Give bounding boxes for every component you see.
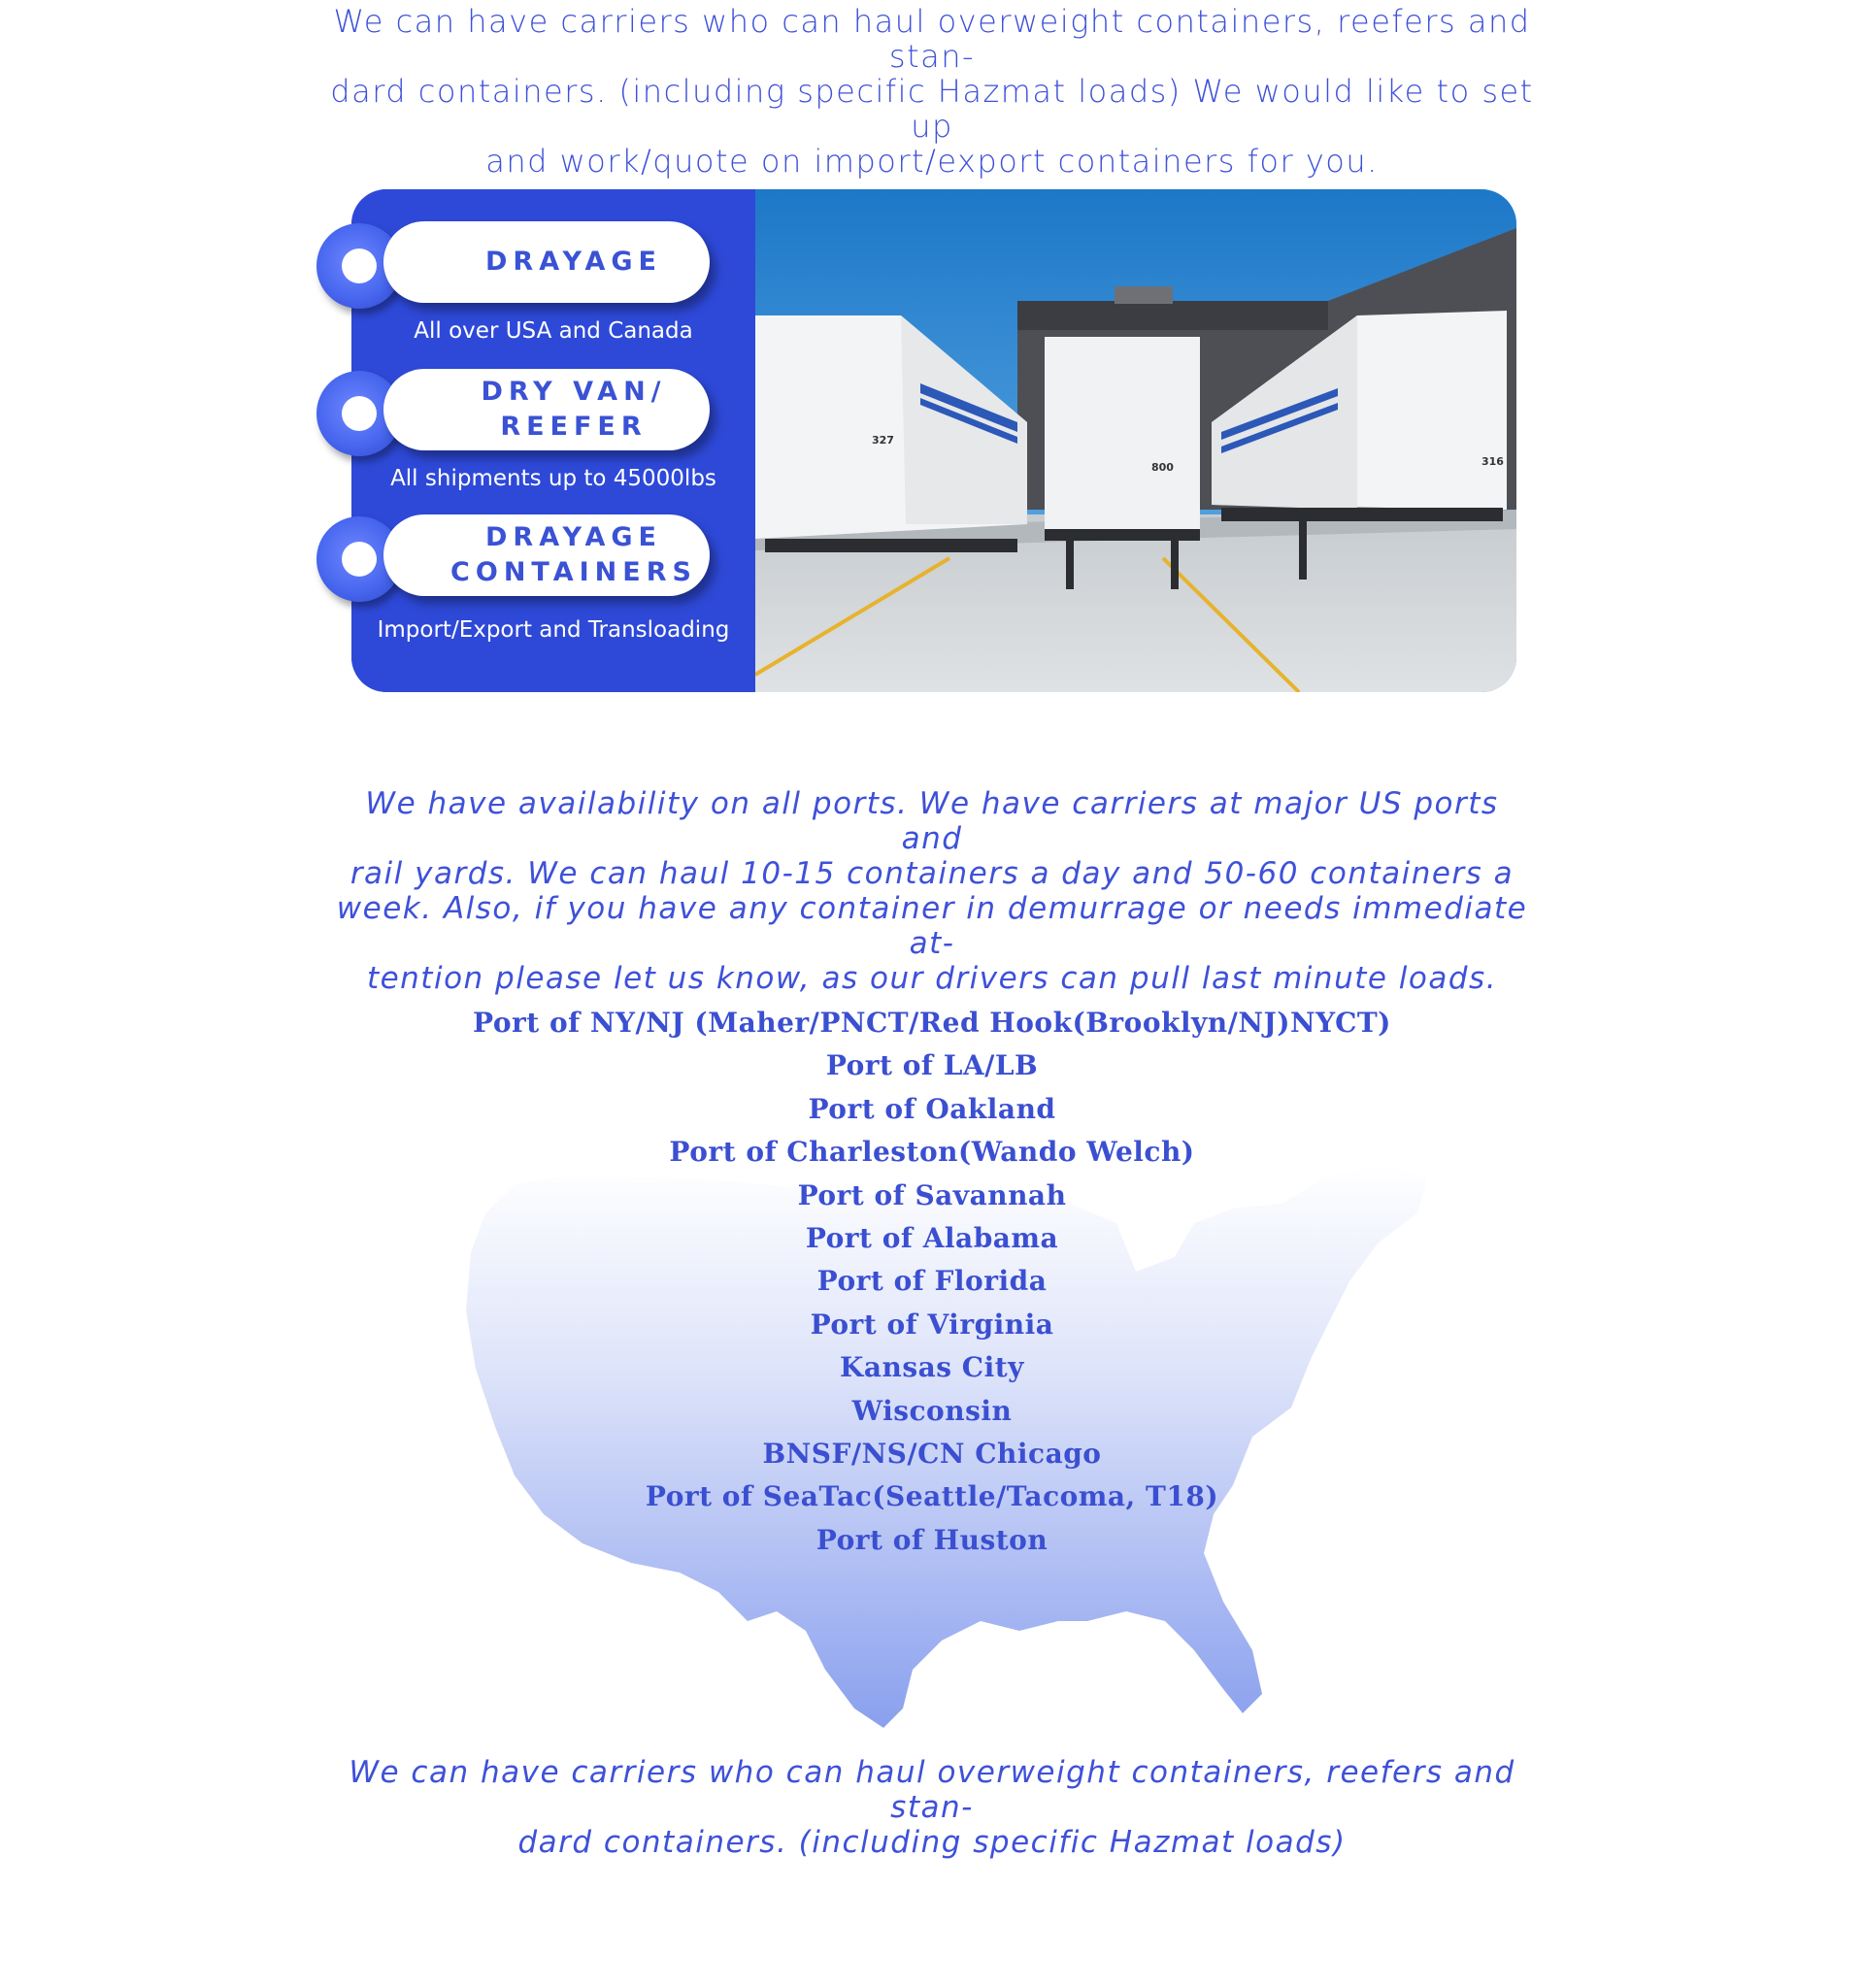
port-item: Kansas City [840, 1351, 1024, 1384]
trailer-number-center: 800 [1151, 461, 1174, 474]
port-item: Port of Virginia [810, 1308, 1054, 1341]
service-pill-drayage [383, 221, 710, 303]
loading-dock-illustration [755, 189, 1516, 692]
service-label-line: CONTAINERS [450, 557, 697, 587]
intro-paragraph [330, 4, 1534, 179]
availability-line: week. Also, if you have any container in demurrage or needs immediate at- [336, 891, 1528, 961]
port-item: Port of Alabama [805, 1222, 1059, 1255]
intro-line: We can have carriers who can haul overweight containers, reefers and stan- [333, 3, 1531, 75]
service-label-line: DRY VAN/ [481, 377, 667, 407]
availability-paragraph [330, 786, 1534, 996]
intro-line: and work/quote on import/export containers for you. [485, 143, 1379, 180]
service-label-line: DRAYAGE [485, 247, 662, 277]
service-pill-drayage-containers [383, 514, 710, 596]
port-item: Wisconsin [851, 1394, 1013, 1427]
trailer-number-right: 316 [1481, 455, 1504, 468]
port-item: Port of Huston [816, 1523, 1048, 1556]
closing-paragraph [330, 1755, 1534, 1860]
service-label [450, 520, 697, 590]
intro-line: dard containers. (including specific Hazmat loads) We would like to set up [330, 73, 1534, 145]
service-subtitle: Import/Export and Transloading [377, 617, 730, 643]
service-label [485, 245, 662, 280]
closing-line: We can have carriers who can haul overweight containers, reefers and stan- [349, 1755, 1515, 1825]
availability-line: rail yards. We can haul 10-15 containers a day and 50-60 containers a [350, 856, 1514, 891]
availability-line: tention please let us know, as our drivers can pull last minute loads. [366, 961, 1498, 996]
service-subtitle: All shipments up to 45000lbs [390, 466, 716, 491]
service-label-line: REEFER [500, 412, 648, 442]
port-item: Port of Florida [816, 1265, 1048, 1298]
service-pill-dry-van-reefer [383, 369, 710, 450]
service-subtitle: All over USA and Canada [414, 318, 693, 344]
port-item: BNSF/NS/CN Chicago [762, 1438, 1102, 1471]
ports-list [330, 1002, 1534, 1562]
port-item: Port of Charleston(Wando Welch) [669, 1136, 1195, 1169]
port-item: Port of NY/NJ (Maher/PNCT/Red Hook(Brooklyn/NJ)NYCT) [473, 1007, 1391, 1039]
port-item: Port of Savannah [797, 1178, 1067, 1211]
port-item: Port of LA/LB [825, 1049, 1039, 1082]
service-label-line: DRAYAGE [485, 522, 662, 552]
availability-line: We have availability on all ports. We have carriers at major US ports and [365, 786, 1499, 856]
trailer-number-left: 327 [872, 434, 894, 447]
service-label [481, 375, 666, 445]
trailers-photo [755, 189, 1516, 692]
closing-line: dard containers. (including specific Hazmat loads) [517, 1825, 1347, 1860]
port-item: Port of Oakland [808, 1092, 1056, 1125]
port-item: Port of SeaTac(Seattle/Tacoma, T18) [645, 1480, 1219, 1513]
